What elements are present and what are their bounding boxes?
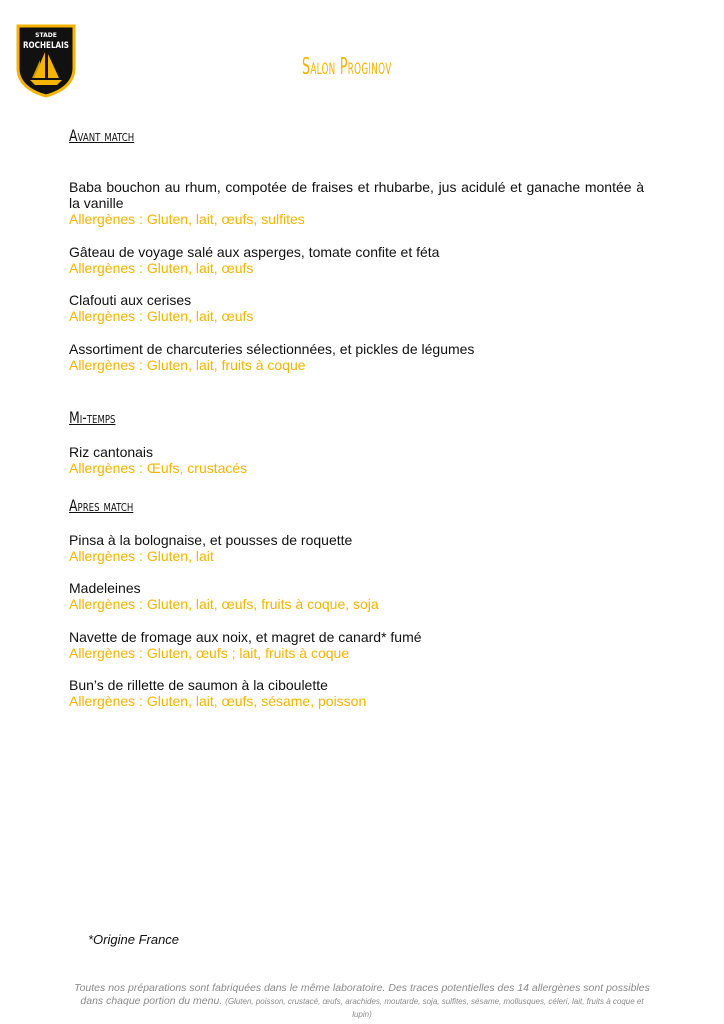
stade-rochelais-logo: [14, 22, 78, 98]
dish-name: Navette de fromage aux noix, et magret de canard* fumé: [69, 629, 422, 645]
allergens-text: Allergènes : Gluten, lait, œufs, fruits à coque, soja: [69, 596, 379, 612]
menu-item: [69, 580, 644, 612]
dish-name: Madeleines: [69, 580, 141, 596]
menu-item: [69, 677, 644, 709]
menu-item: [69, 179, 644, 227]
section-heading-apres-match: Apres match: [69, 496, 134, 515]
dish-name: Clafouti aux cerises: [69, 292, 192, 308]
menu-item: [69, 292, 644, 324]
menu-item: [69, 629, 644, 661]
dish-name: Baba bouchon au rhum, compotée de fraises et rhubarbe, jus acidulé et ganache montée à la vanille: [69, 179, 644, 211]
allergens-text: Allergènes : Gluten, lait, œufs, sésame, poisson: [69, 693, 367, 709]
page-title: Salon Proginov: [302, 54, 392, 80]
disclaimer-main: Toutes nos préparations sont fabriquées dans le même laboratoire. Des traces potentielles des 14 allergènes sont possibles dans chaque portion du menu.: [74, 982, 650, 1007]
allergens-text: Allergènes : Gluten, lait, œufs, sulfites: [69, 211, 305, 227]
origin-footnote: *Origine France: [88, 932, 180, 947]
allergens-text: Allergènes : Gluten, lait: [69, 548, 214, 564]
section-heading-avant-match: Avant match: [69, 126, 135, 145]
allergens-text: Allergènes : Gluten, œufs ; lait, fruits à coque: [69, 645, 350, 661]
dish-name: Pinsa à la bolognaise, et pousses de roquette: [69, 532, 353, 548]
allergens-text: Allergènes : Œufs, crustacés: [69, 460, 248, 476]
dish-name: Bun’s de rillette de saumon à la ciboulette: [69, 677, 328, 693]
menu-item: [69, 532, 644, 564]
logo-top-text: STADE: [35, 32, 57, 39]
menu-item: [69, 444, 644, 476]
menu-item: [69, 244, 644, 276]
disclaimer-allergen-list: (Gluten, poisson, crustacé, œufs, arachides, moutarde, soja, sulfites, sésame, mollusques, céleri, lait, fruits à coque et lupin): [225, 996, 644, 1019]
allergen-disclaimer: [70, 982, 654, 1022]
logo-name-text: ROCHELAIS: [23, 41, 69, 51]
dish-name: Gâteau de voyage salé aux asperges, tomate confite et féta: [69, 244, 440, 260]
dish-name: Riz cantonais: [69, 444, 154, 460]
allergens-text: Allergènes : Gluten, lait, œufs: [69, 308, 254, 324]
section-heading-mi-temps: Mi-temps: [69, 408, 116, 427]
allergens-text: Allergènes : Gluten, lait, fruits à coque: [69, 357, 306, 373]
menu-item: [69, 341, 644, 373]
dish-name: Assortiment de charcuteries sélectionnées, et pickles de légumes: [69, 341, 475, 357]
allergens-text: Allergènes : Gluten, lait, œufs: [69, 260, 254, 276]
